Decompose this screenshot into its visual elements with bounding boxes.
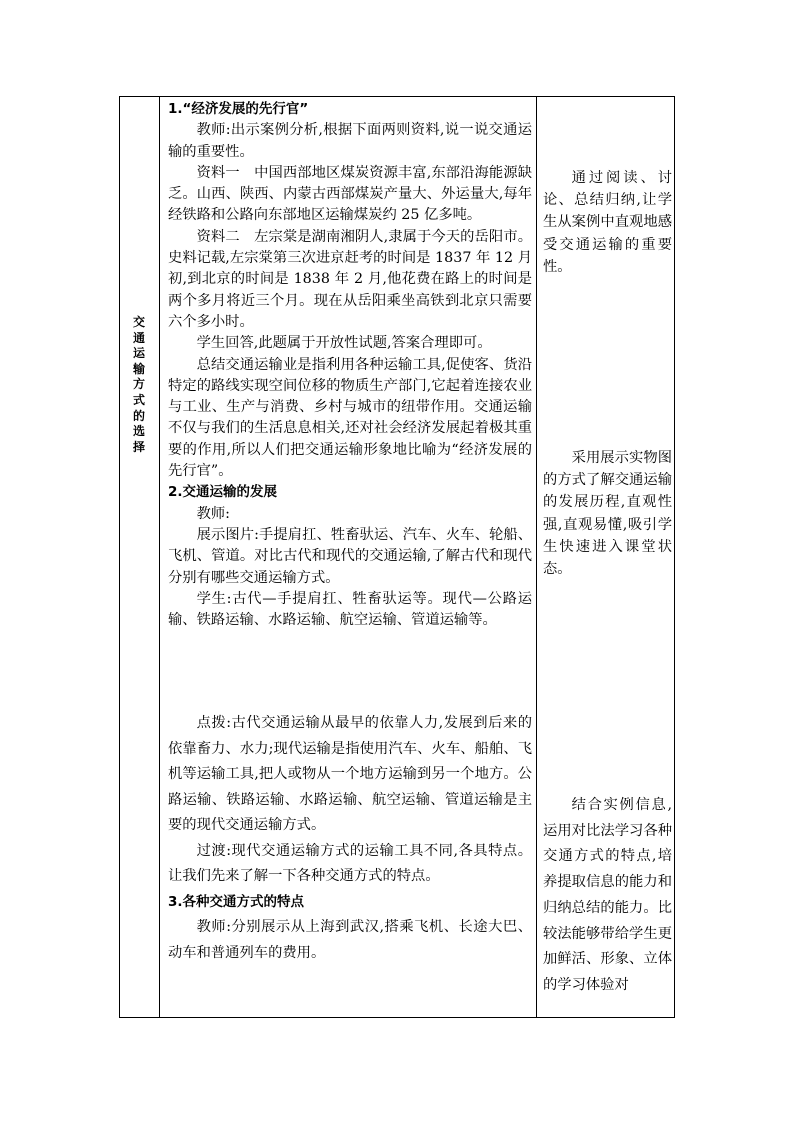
- column-divider: [159, 97, 160, 1017]
- heading-2: 2.交通运输的发展: [168, 484, 278, 501]
- material-two: 资料二 左宗棠是湖南湘阴人,隶属于今天的岳阳市。史料记载,左宗棠第三次进京赶考的时间是 1837 年 12 月初,到北京的时间是 1838 年 2 月,他花费在路上的时间是两个多月将近三个月。现在从岳阳乘坐高铁到北京只需要六个多小时。: [168, 228, 532, 330]
- hint-paragraph: 点拨:古代交通运输从最早的依靠人力,发展到后来的依靠畜力、水力;现代运输是指使用汽车、火车、船舶、飞机等运输工具,把人或物从一个地方运输到另一个地方。公路运输、铁路运输、水路运输、航空运输、管道运输是主要的现代交通运输方式。: [168, 715, 532, 834]
- section-label: 交 通 运 输 方 式 的 选 择: [132, 315, 145, 454]
- heading-3: 3.各种交通方式的特点: [168, 893, 305, 910]
- teaching-process-cell: [161, 97, 536, 1017]
- section-label-cell: [120, 97, 159, 1017]
- transition-paragraph: 过渡:现代交通运输方式的运输工具不同,各具特点。让我们先来了解一下各种交通方式的特点。: [168, 842, 532, 885]
- lesson-table: [119, 96, 675, 1018]
- student-paragraph: 学生回答,此题属于开放性试题,答案合理即可。: [196, 335, 492, 352]
- teacher-paragraph: 教师:: [196, 505, 231, 522]
- teacher-paragraph: 教师:分别展示从上海到武汉,搭乘飞机、长途大巴、动车和普通列车的费用。: [168, 919, 532, 961]
- heading-1: 1.“经济发展的先行官”: [168, 101, 309, 117]
- column-divider: [536, 97, 537, 1017]
- student-paragraph: 学生:古代—手提肩扛、牲畜驮运等。现代—公路运输、铁路运输、水路运输、航空运输、管道运输等。: [168, 590, 532, 629]
- material-one: 资料一 中国西部地区煤炭资源丰富,东部沿海能源缺乏。山西、陕西、内蒙古西部煤炭产量大、外运量大,每年经铁路和公路向东部地区运输煤炭约 25 亿多吨。: [168, 164, 532, 224]
- summary-paragraph: 总结交通运输业是指利用各种运输工具,促使客、货沿特定的路线实现空间位移的物质生产部门,它起着连接农业与工业、生产与消费、乡村与城市的纽带作用。交通运输不仅与我们的生活息息相关,还对社会经济发展起着极其重要的作用,所以人们把交通运输形象地比喻为“经济发展的先行官”。: [168, 356, 532, 480]
- rationale-1: 通过阅读、讨论、总结归纳,让学生从案例中直观地感受交通运输的重要性。: [543, 170, 672, 275]
- show-pictures-paragraph: 展示图片:手提肩扛、牲畜驮运、汽车、火车、轮船、飞机、管道。对比古代和现代的交通运输,了解古代和现代分别有哪些交通运输方式。: [168, 526, 532, 586]
- rationale-2: 采用展示实物图的方式了解交通运输的发展历程,直观性强,直观易懂,吸引学生快速进入课堂状态。: [543, 450, 672, 578]
- teacher-paragraph: 教师:出示案例分析,根据下面两则资料,说一说交通运输的重要性。: [168, 122, 532, 160]
- rationale-3: 结合实例信息,运用对比法学习各种交通方式的特点,培养提取信息的能力和归纳总结的能力。比较法能够带给学生更加鲜活、形象、立体的学习体验对: [543, 797, 672, 993]
- design-rationale-cell: [538, 97, 676, 1017]
